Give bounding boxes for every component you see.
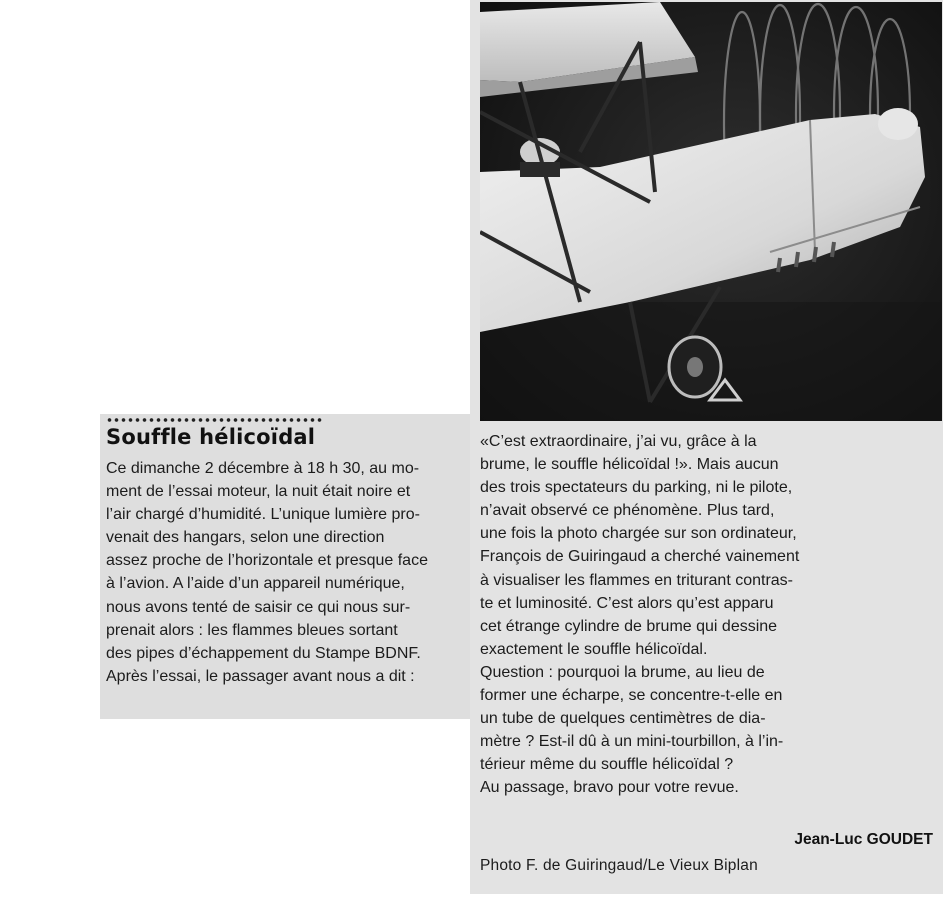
article-title: Souffle hélicoïdal [106, 425, 316, 449]
text-line: Au passage, bravo pour votre revue. [480, 779, 739, 797]
photo-credit: Photo F. de Guiringaud/Le Vieux Biplan [480, 857, 758, 874]
text-line: «C’est extraordinaire, j’ai vu, grâce à la [480, 433, 757, 450]
article-body-right [480, 430, 940, 800]
text-line: ment de l’essai moteur, la nuit était noire et [106, 483, 411, 501]
text-line: l’air chargé d’humidité. L’unique lumière pro- [106, 506, 420, 524]
text-line: à l’avion. A l’aide d’un appareil numérique, [106, 575, 405, 593]
text-line: assez proche de l’horizontale et presque face [106, 552, 428, 570]
text-line: te et luminosité. C’est alors qu’est apparu [480, 594, 774, 612]
text-line: Ce dimanche 2 décembre à 18 h 30, au mo- [106, 460, 420, 477]
text-line: Après l’essai, le passager avant nous a dit : [106, 667, 415, 685]
text-line: des pipes d’échappement du Stampe BDNF. [106, 644, 421, 662]
text-line: des trois spectateurs du parking, ni le pilote, [480, 479, 793, 497]
text-line: cet étrange cylindre de brume qui dessine [480, 617, 778, 635]
text-line: Question : pourquoi la brume, au lieu de [480, 663, 765, 681]
text-line: n’avait observé ce phénomène. Plus tard, [480, 502, 775, 520]
text-line: térieur même du souffle hélicoïdal ? [480, 756, 734, 774]
text-line: venait des hangars, selon une direction [106, 529, 385, 547]
text-line: un tube de quelques centimètres de dia- [480, 710, 766, 728]
text-line: brume, le souffle hélicoïdal !». Mais aucun [480, 456, 779, 474]
article-left-column [100, 414, 470, 719]
text-line: une fois la photo chargée sur son ordinateur, [480, 525, 797, 543]
text-line: à visualiser les flammes en triturant contras- [480, 571, 793, 589]
article-right-column [470, 0, 943, 894]
text-line: prenait alors : les flammes bleues sortant [106, 621, 398, 639]
text-line: François de Guiringaud a cherché vainement [480, 548, 800, 566]
author-signature: Jean-Luc GOUDET [794, 831, 933, 848]
article-body-left [106, 457, 468, 688]
text-line: exactement le souffle hélicoïdal. [480, 640, 708, 658]
text-line: former une écharpe, se concentre-t-elle en [480, 687, 783, 705]
text-line: nous avons tenté de saisir ce qui nous sur- [106, 598, 411, 616]
biplane-photo [480, 2, 942, 421]
dotted-rule [106, 416, 324, 424]
text-line: mètre ? Est-il dû à un mini-tourbillon, à l’in- [480, 733, 784, 751]
